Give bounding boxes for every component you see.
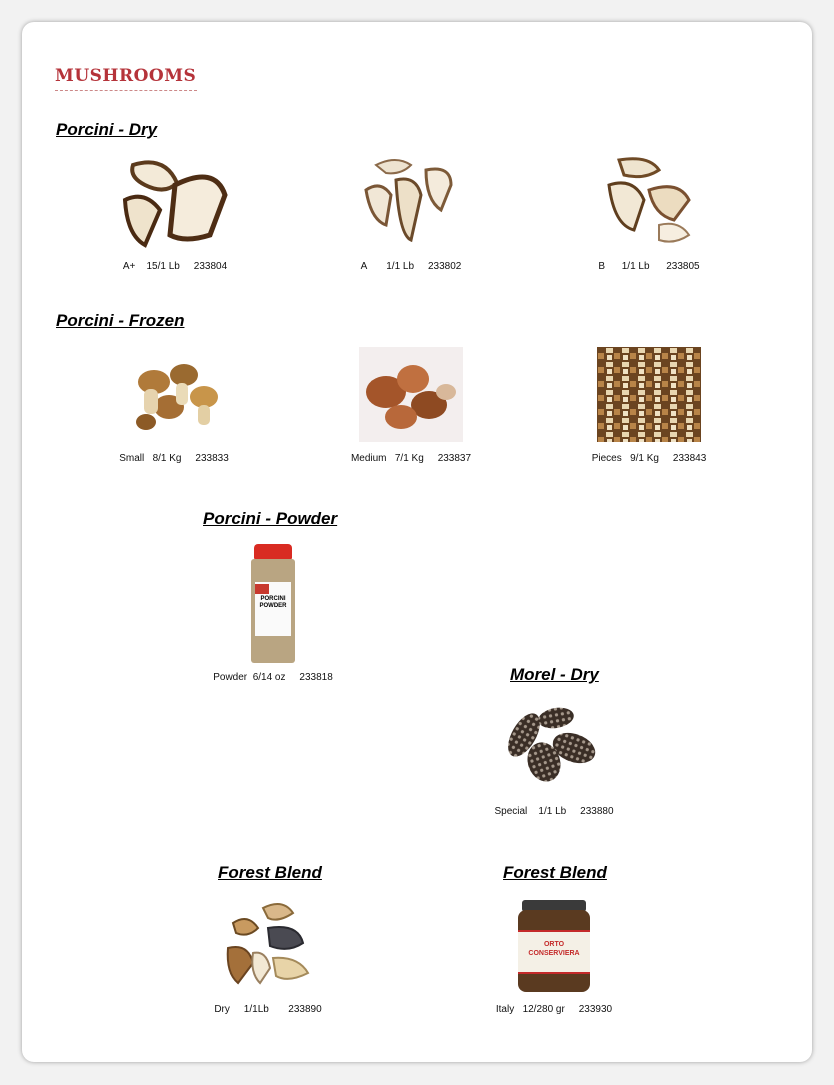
section-title-forest-blend-dry: Forest Blend <box>218 863 322 882</box>
jar-label-line1: PORCINI <box>260 596 286 602</box>
grade-label: Powder <box>213 672 248 683</box>
powder-jar-image <box>213 544 333 666</box>
frozen-porcini-pieces-image <box>589 347 709 447</box>
product-porcini-frozen-pieces <box>549 347 749 464</box>
jar-label-line2: POWDER <box>259 603 287 609</box>
product-code: 233930 <box>578 1004 613 1015</box>
dried-porcini-slices-image <box>115 155 235 255</box>
jar-brand-line1: ORTO <box>543 941 565 948</box>
product-code: 233802 <box>427 261 462 272</box>
product-code: 233805 <box>666 261 700 272</box>
grade-label: B <box>598 261 606 272</box>
grade-label: A <box>360 261 367 272</box>
dried-forest-mix-image <box>208 898 328 998</box>
pack-size: 1/1 Lb <box>386 261 415 272</box>
frozen-porcini-whole-image <box>351 347 471 447</box>
dried-porcini-slices-image <box>351 155 471 255</box>
pack-size: 1/1 Lb <box>621 261 650 272</box>
grade-label: Italy <box>495 1004 515 1015</box>
jar-brand-line2: CONSERVIERA <box>528 950 580 957</box>
dried-morels-image <box>494 700 614 800</box>
product-code: 233880 <box>580 806 614 817</box>
page-title: MUSHROOMS <box>55 66 197 86</box>
product-porcini-powder <box>173 544 373 683</box>
pack-size: 1/1 Lb <box>538 806 567 817</box>
grade-label: Dry <box>214 1004 230 1015</box>
product-code: 233837 <box>437 453 472 464</box>
product-porcini-frozen-medium <box>311 347 511 464</box>
pack-size: 6/14 oz <box>252 672 286 683</box>
product-porcini-dry-aplus <box>75 155 275 272</box>
product-code: 233843 <box>672 453 707 464</box>
pack-size: 8/1 Kg <box>152 453 182 464</box>
section-title-porcini-powder: Porcini - Powder <box>203 509 338 528</box>
pack-size: 7/1 Kg <box>394 453 424 464</box>
title-underline <box>55 88 197 91</box>
pack-size: 1/1Lb <box>243 1004 269 1015</box>
frozen-porcini-whole-image <box>114 347 234 447</box>
section-title-forest-blend-jar: Forest Blend <box>503 863 607 882</box>
product-porcini-dry-a <box>311 155 511 272</box>
pack-size: 15/1 Lb <box>146 261 180 272</box>
grade-label: Pieces <box>591 453 622 464</box>
section-title-porcini-dry: Porcini - Dry <box>56 120 158 139</box>
product-porcini-dry-b <box>549 155 749 272</box>
grade-label: Small <box>119 453 145 464</box>
product-morel-dry-special <box>454 700 654 817</box>
grade-label: A+ <box>122 261 136 272</box>
product-code: 233804 <box>193 261 228 272</box>
dried-porcini-slices-image <box>589 155 709 255</box>
section-title-porcini-frozen: Porcini - Frozen <box>56 311 185 330</box>
product-porcini-frozen-small <box>74 347 274 464</box>
product-code: 233818 <box>299 672 333 683</box>
product-code: 233833 <box>195 453 229 464</box>
pack-size: 9/1 Kg <box>630 453 659 464</box>
section-title-morel-dry: Morel - Dry <box>510 665 599 684</box>
glass-jar-image <box>494 898 614 998</box>
grade-label: Special <box>494 806 528 817</box>
pack-size: 12/280 gr <box>522 1004 565 1015</box>
grade-label: Medium <box>350 453 387 464</box>
product-forest-blend-dry <box>168 898 368 1015</box>
product-forest-blend-jar <box>454 898 654 1015</box>
product-code: 233890 <box>288 1004 322 1015</box>
